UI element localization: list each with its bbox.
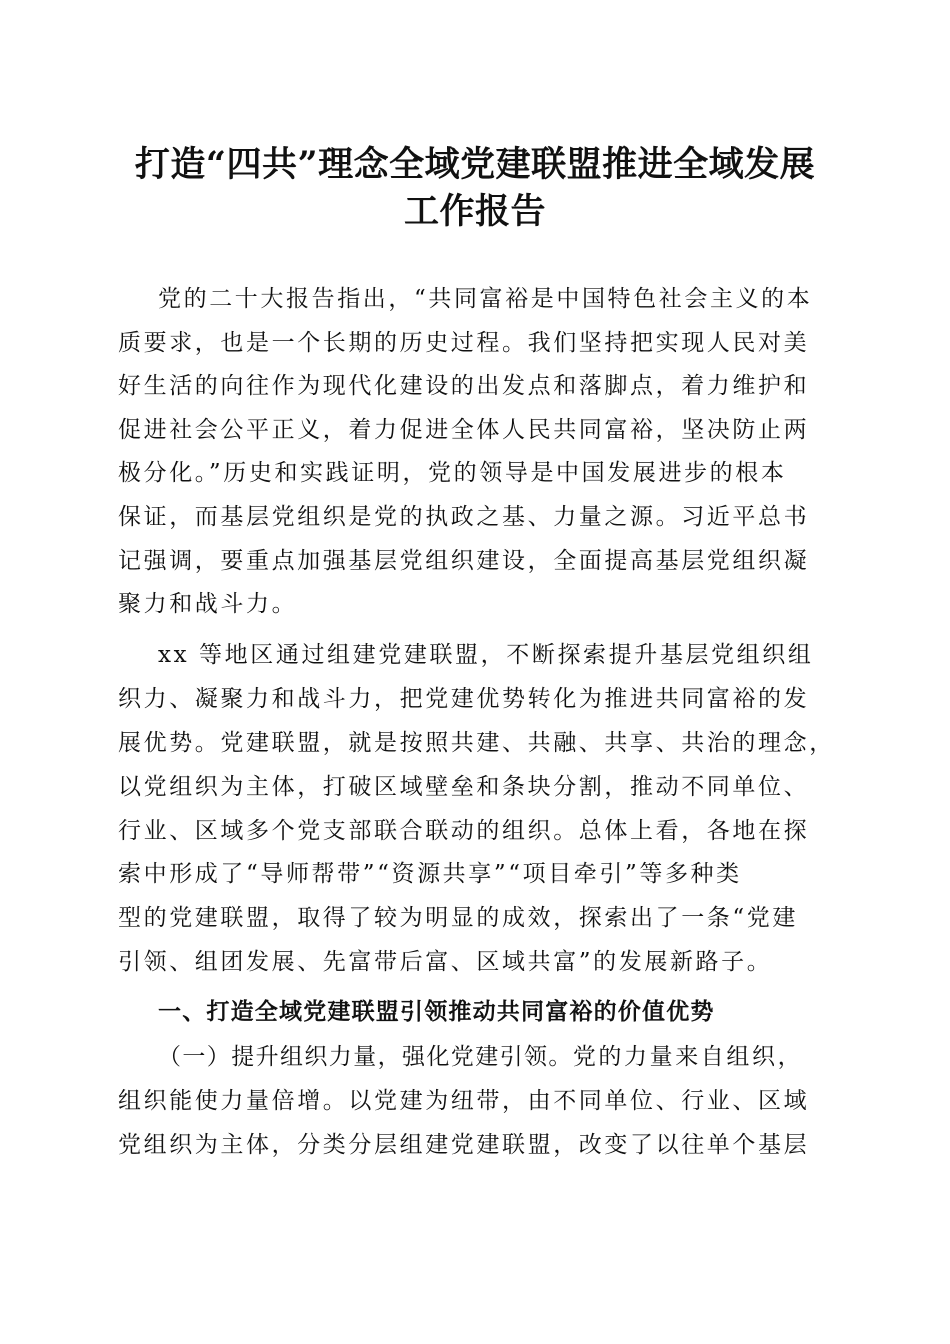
document-title-line-2: 工作报告 (403, 191, 546, 232)
paragraph-2-line-1: xx 等地区通过组建党建联盟，不断探索提升基层党组织组 (158, 642, 814, 668)
paragraph-1-line-3: 好生活的向往作为现代化建设的出发点和落脚点，着力维护和 (118, 373, 810, 399)
paragraph-2-line-8: 引领、组团发展、先富带后富、区域共富”的发展新路子。 (118, 949, 773, 975)
paragraph-1-line-2: 质要求，也是一个长期的历史过程。我们坚持把实现人民对美 (118, 330, 810, 356)
paragraph-1-line-5: 极分化。”历史和实践证明，党的领导是中国发展进步的根本 (118, 460, 787, 486)
subsection-lead: （一）提升组织力量，强化党建引领。 (158, 1044, 573, 1070)
paragraph-1-line-7: 记强调，要重点加强基层党组织建设，全面提高基层党组织凝 (118, 548, 810, 574)
paragraph-3-line-1 (158, 1042, 830, 1072)
paragraph-2-line-7: 型的党建联盟，取得了较为明显的成效，探索出了一条“党建 (118, 905, 798, 931)
document-title-line-1: 打造“四共”理念全域党建联盟推进全域发展 (134, 144, 816, 185)
paragraph-1-line-1: 党的二十大报告指出，“共同富裕是中国特色社会主义的本 (158, 286, 813, 312)
paragraph-3-line-3: 党组织为主体，分类分层组建党建联盟，改变了以往单个基层 (118, 1132, 810, 1158)
paragraph-3-line-1-text: 党的力量来自组织， (572, 1044, 804, 1070)
paragraph-3-line-2: 组织能使力量倍增。以党建为纽带，由不同单位、行业、区域 (118, 1088, 810, 1114)
paragraph-2-line-5: 行业、区域多个党支部联合联动的组织。总体上看，各地在探 (118, 818, 810, 844)
paragraph-2-line-6: 索中形成了“导师帮带”“资源共享”“项目牵引”等多种类 (118, 861, 742, 887)
paragraph-1-line-4: 促进社会公平正义，着力促进全体人民共同富裕，坚决防止两 (118, 417, 810, 443)
paragraph-2-line-2: 织力、凝聚力和战斗力，把党建优势转化为推进共同富裕的发 (118, 686, 810, 712)
paragraph-2-line-3: 展优势。党建联盟，就是按照共建、共融、共享、共治的理念， (118, 730, 835, 756)
paragraph-1-line-8: 聚力和战斗力。 (118, 591, 298, 617)
paragraph-2-line-4: 以党组织为主体，打破区域壁垒和条块分割，推动不同单位、 (118, 774, 810, 800)
paragraph-1-line-6: 保证，而基层党组织是党的执政之基、力量之源。习近平总书 (118, 504, 810, 530)
section-heading: 一、打造全域党建联盟引领推动共同富裕的价值优势 (158, 999, 715, 1025)
